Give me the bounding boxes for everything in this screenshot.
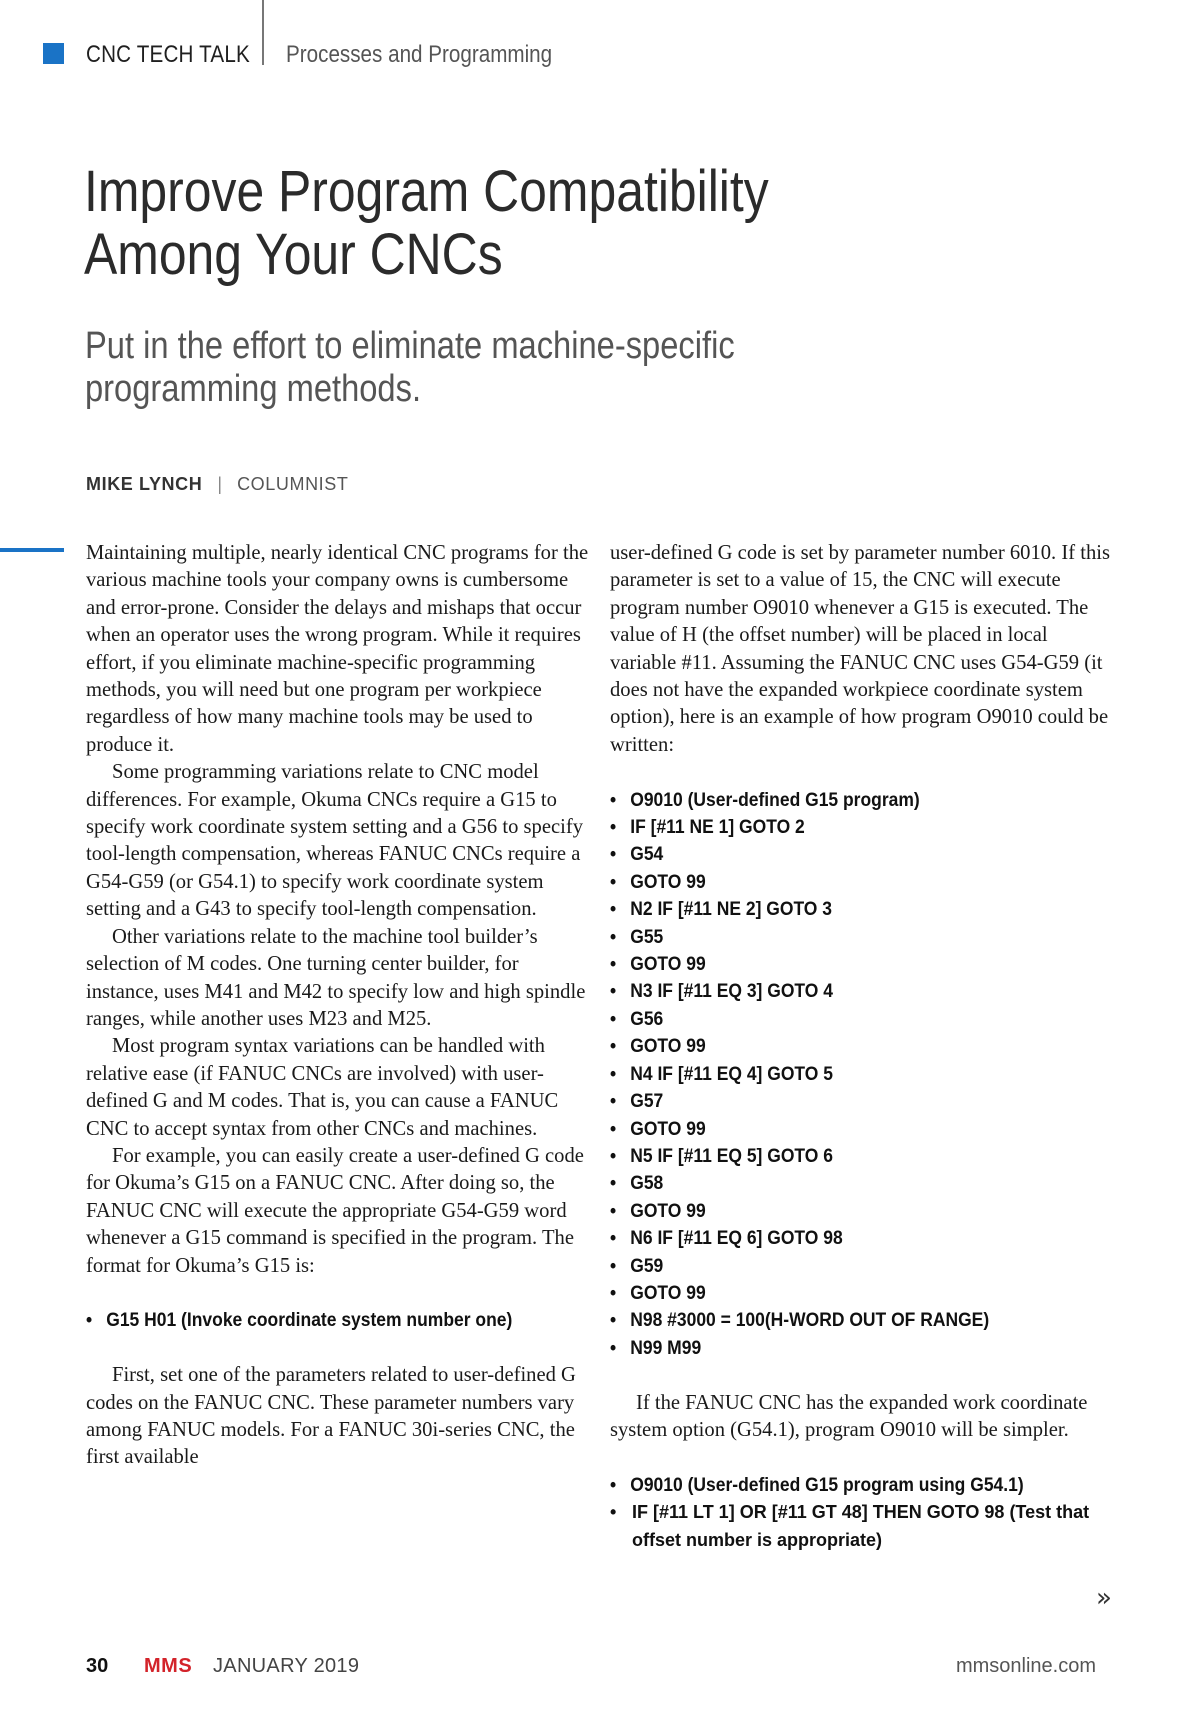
- code-line: • G57: [610, 1088, 1075, 1115]
- paragraph: If the FANUC CNC has the expanded work coordinate system option (G54.1), program O9010 will be simpler.: [610, 1391, 1088, 1441]
- code-line: • GOTO 99: [610, 1033, 1075, 1060]
- code-line: • O9010 (User-defined G15 program using G54.1): [610, 1472, 1075, 1499]
- paragraph: Other variations relate to the machine tool builder’s selection of M codes. One turning center builder, for instance, uses M41 and M42 to specify low and high spindle ranges, while another uses M23 and M25.: [86, 925, 586, 1030]
- paragraph: First, set one of the parameters related to user-defined G codes on the FANUC CNC. These parameter numbers vary among FANUC models. For a FANUC 30i-series CNC, the first available: [86, 1364, 576, 1469]
- spacer: [610, 759, 1115, 786]
- code-line: • G58: [610, 1170, 1075, 1197]
- author-role: COLUMNIST: [237, 474, 349, 494]
- code-line: • N98 #3000 = 100(H-WORD OUT OF RANGE): [610, 1307, 1075, 1334]
- subtitle-line-2: programming methods.: [85, 368, 422, 410]
- code-line: • GOTO 99: [610, 1116, 1075, 1143]
- byline-separator: |: [217, 474, 223, 494]
- program-listing-2: [610, 1472, 1115, 1554]
- paragraph: Some programming variations relate to CNC model differences. For example, Okuma CNCs require a G15 to specify work coordinate system setting and a G56 to specify tool-length compensation, whereas FANUC CNCs require a G54-G59 (or G54.1) to specify work coordinate system setting and a G43 to specify tool-length compensation.: [86, 761, 583, 921]
- byline: [86, 474, 348, 495]
- code-line: • N5 IF [#11 EQ 5] GOTO 6: [610, 1143, 1075, 1170]
- article-title: [84, 160, 769, 286]
- code-line: • GOTO 99: [610, 1280, 1075, 1307]
- magazine-name: MMS: [144, 1655, 193, 1677]
- code-line: • G59: [610, 1253, 1075, 1280]
- paragraph: Most program syntax variations can be handled with relative ease (if FANUC CNCs are involved) with user-defined G and M codes. That is, you can cause a FANUC CNC to accept syntax from other CNCs and machines.: [86, 1035, 559, 1140]
- spacer: [86, 1335, 591, 1362]
- title-line-2: Among Your CNCs: [84, 222, 503, 287]
- spacer: [610, 1444, 1115, 1471]
- program-listing: [610, 787, 1115, 1363]
- code-line: • GOTO 99: [610, 1198, 1075, 1225]
- paragraph: user-defined G code is set by parameter number 6010. If this parameter is set to a value of 15, the CNC will execute program number O9010 whenever a G15 is executed. The value of H (the offset number) will be placed in local variable #11. Assuming the FANUC CNC uses G54-G59 (it does not have the expanded workpiece coordinate system option), here is an example of how program O9010 could be written:: [610, 542, 1110, 756]
- code-line: • G54: [610, 841, 1075, 868]
- code-line: • O9010 (User-defined G15 program): [610, 787, 1075, 814]
- code-line: • GOTO 99: [610, 951, 1075, 978]
- section-marker: [43, 43, 64, 64]
- article-subtitle: [85, 325, 735, 411]
- section-label: CNC TECH TALK: [86, 41, 250, 68]
- double-chevron-right-icon: »: [1096, 1583, 1112, 1613]
- paragraph: Maintaining multiple, nearly identical CNC programs for the various machine tools your company owns is cumbersome and error-prone. Consider the delays and mishaps that occur when an operator uses the wrong program. While it requires effort, if you eliminate machine-specific programming methods, you will need but one program per workpiece regardless of how many machine tools may be used to produce it.: [86, 542, 589, 756]
- code-line: • N6 IF [#11 EQ 6] GOTO 98: [610, 1225, 1075, 1252]
- paragraph: For example, you can easily create a user-defined G code for Okuma’s G15 on a FANUC CNC. After doing so, the FANUC CNC will execute the appropriate G54-G59 word whenever a G15 command is specified in the program. The format for Okuma’s G15 is:: [86, 1144, 584, 1277]
- code-line: • N99 M99: [610, 1335, 1075, 1362]
- code-line: • IF [#11 LT 1] OR [#11 GT 48] THEN GOTO 98 (Test that offset number is appropriate): [610, 1499, 1115, 1554]
- website: mmsonline.com: [955, 1655, 1096, 1677]
- subtitle-line-1: Put in the effort to eliminate machine-specific: [85, 325, 735, 367]
- page-number: 30: [86, 1655, 109, 1677]
- code-line: • GOTO 99: [610, 869, 1075, 896]
- code-line: • G15 H01 (Invoke coordinate system number one): [86, 1307, 551, 1334]
- code-line: • N3 IF [#11 EQ 3] GOTO 4: [610, 978, 1075, 1005]
- code-line: • N2 IF [#11 NE 2] GOTO 3: [610, 896, 1075, 923]
- author-name: MIKE LYNCH: [86, 474, 203, 494]
- spacer: [86, 1280, 591, 1307]
- issue-date: JANUARY 2019: [213, 1655, 360, 1677]
- header-divider: [262, 0, 264, 65]
- code-line: • IF [#11 NE 1] GOTO 2: [610, 814, 1075, 841]
- code-list: [86, 1307, 591, 1334]
- spacer: [610, 1362, 1115, 1389]
- title-line-1: Improve Program Compatibility: [84, 159, 769, 224]
- topic-label: Processes and Programming: [286, 41, 553, 68]
- code-line: • G55: [610, 924, 1075, 951]
- code-line: • G56: [610, 1006, 1075, 1033]
- code-line: • N4 IF [#11 EQ 4] GOTO 5: [610, 1061, 1075, 1088]
- left-column: [86, 540, 591, 1472]
- right-column: [610, 540, 1115, 1554]
- margin-rule: [0, 548, 64, 552]
